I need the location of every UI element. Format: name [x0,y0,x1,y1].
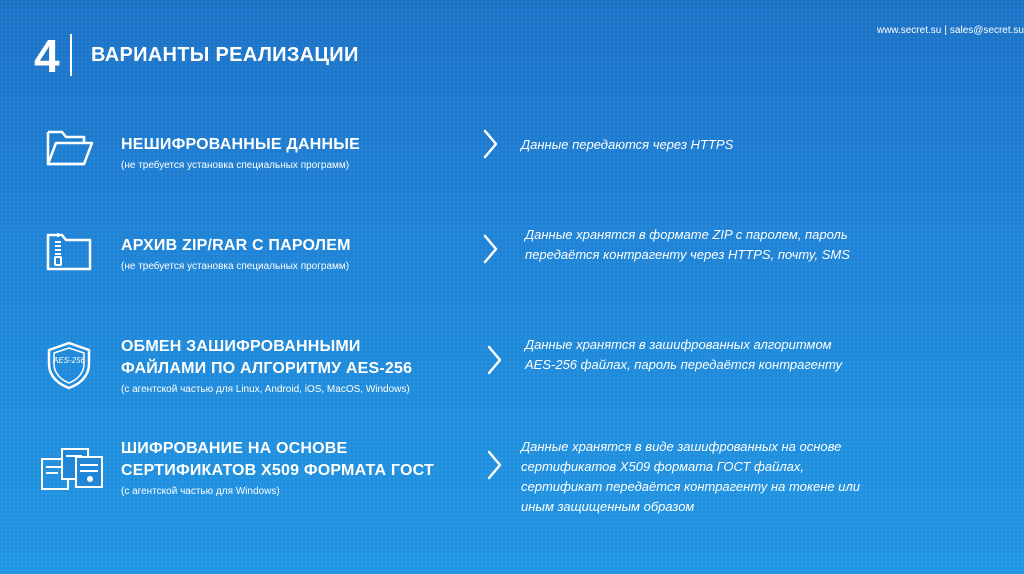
row-2-subtitle: (не требуется установка специальных программ) [121,261,350,272]
row-2-description-line: передаётся контрагенту через HTTPS, почту, SMS [525,247,850,262]
slide-number-divider [70,34,72,76]
row-1-title: НЕШИФРОВАННЫЕ ДАННЫЕ [121,136,360,153]
row-1-icon-wrap [44,122,94,177]
row-2-description [525,225,965,265]
row-4-title-line: ШИФРОВАНИЕ НА ОСНОВЕ [121,440,348,457]
row-3-description-line: AES-256 файлах, пароль передаётся контрагенту [525,357,843,372]
certificate-documents-icon [40,443,106,493]
contacts-separator: | [944,25,947,36]
row-3-text [121,336,481,398]
website-link[interactable]: www.secret.su [876,25,942,36]
chevron-right-icon [486,450,502,480]
row-3-description-line: Данные хранятся в зашифрованных алгоритмом [525,337,832,352]
row-4-title-line: СЕРТИФИКАТОВ X509 ФОРМАТА ГОСТ [121,462,434,479]
row-3-icon-wrap [44,340,94,395]
shield-aes-icon [44,340,94,390]
row-2-icon-wrap [44,225,94,280]
row-4-text [121,438,481,500]
row-1-description [521,135,961,155]
row-1-subtitle: (не требуется установка специальных программ) [121,160,350,171]
chevron-right-icon [486,345,502,375]
row-4-description-line: сертификат передаётся контрагенту на токене или [521,479,861,494]
row-4-description-line: сертификатов X509 формата ГОСТ файлах, [521,459,805,474]
row-3-description [525,335,965,375]
email-link[interactable]: sales@secret.su [949,25,1024,36]
row-2-title: АРХИВ ZIP/RAR С ПАРОЛЕМ [121,237,351,254]
row-4-subtitle: (с агентской частью для Windows) [121,486,280,497]
slide-number: 4 [34,30,60,82]
row-4-icon-wrap [40,443,106,498]
row-4-description [521,437,981,517]
chevron-right-icon [482,129,498,159]
slide-title: ВАРИАНТЫ РЕАЛИЗАЦИИ [91,44,359,66]
row-2-description-line: Данные хранятся в формате ZIP с паролем, пароль [525,227,848,242]
zip-archive-icon [44,225,94,275]
chevron-right-icon [482,234,498,264]
row-3-title-line: ФАЙЛАМИ ПО АЛГОРИТМУ AES-256 [121,360,413,377]
contacts [877,25,1024,36]
row-4-description-line: иным защищенным образом [521,499,695,514]
folder-icon [44,122,94,172]
row-1-text [121,134,461,174]
row-3-title-line: ОБМЕН ЗАШИФРОВАННЫМИ [121,338,361,355]
row-2-text [121,235,461,275]
shield-aes-label: AES-256 [52,356,86,365]
row-4-description-line: Данные хранятся в виде зашифрованных на основе [521,439,842,454]
row-3-subtitle: (с агентской частью для Linux, Android, iOS, MacOS, Windows) [121,384,410,395]
row-1-description-line: Данные передаются через HTTPS [521,137,734,152]
